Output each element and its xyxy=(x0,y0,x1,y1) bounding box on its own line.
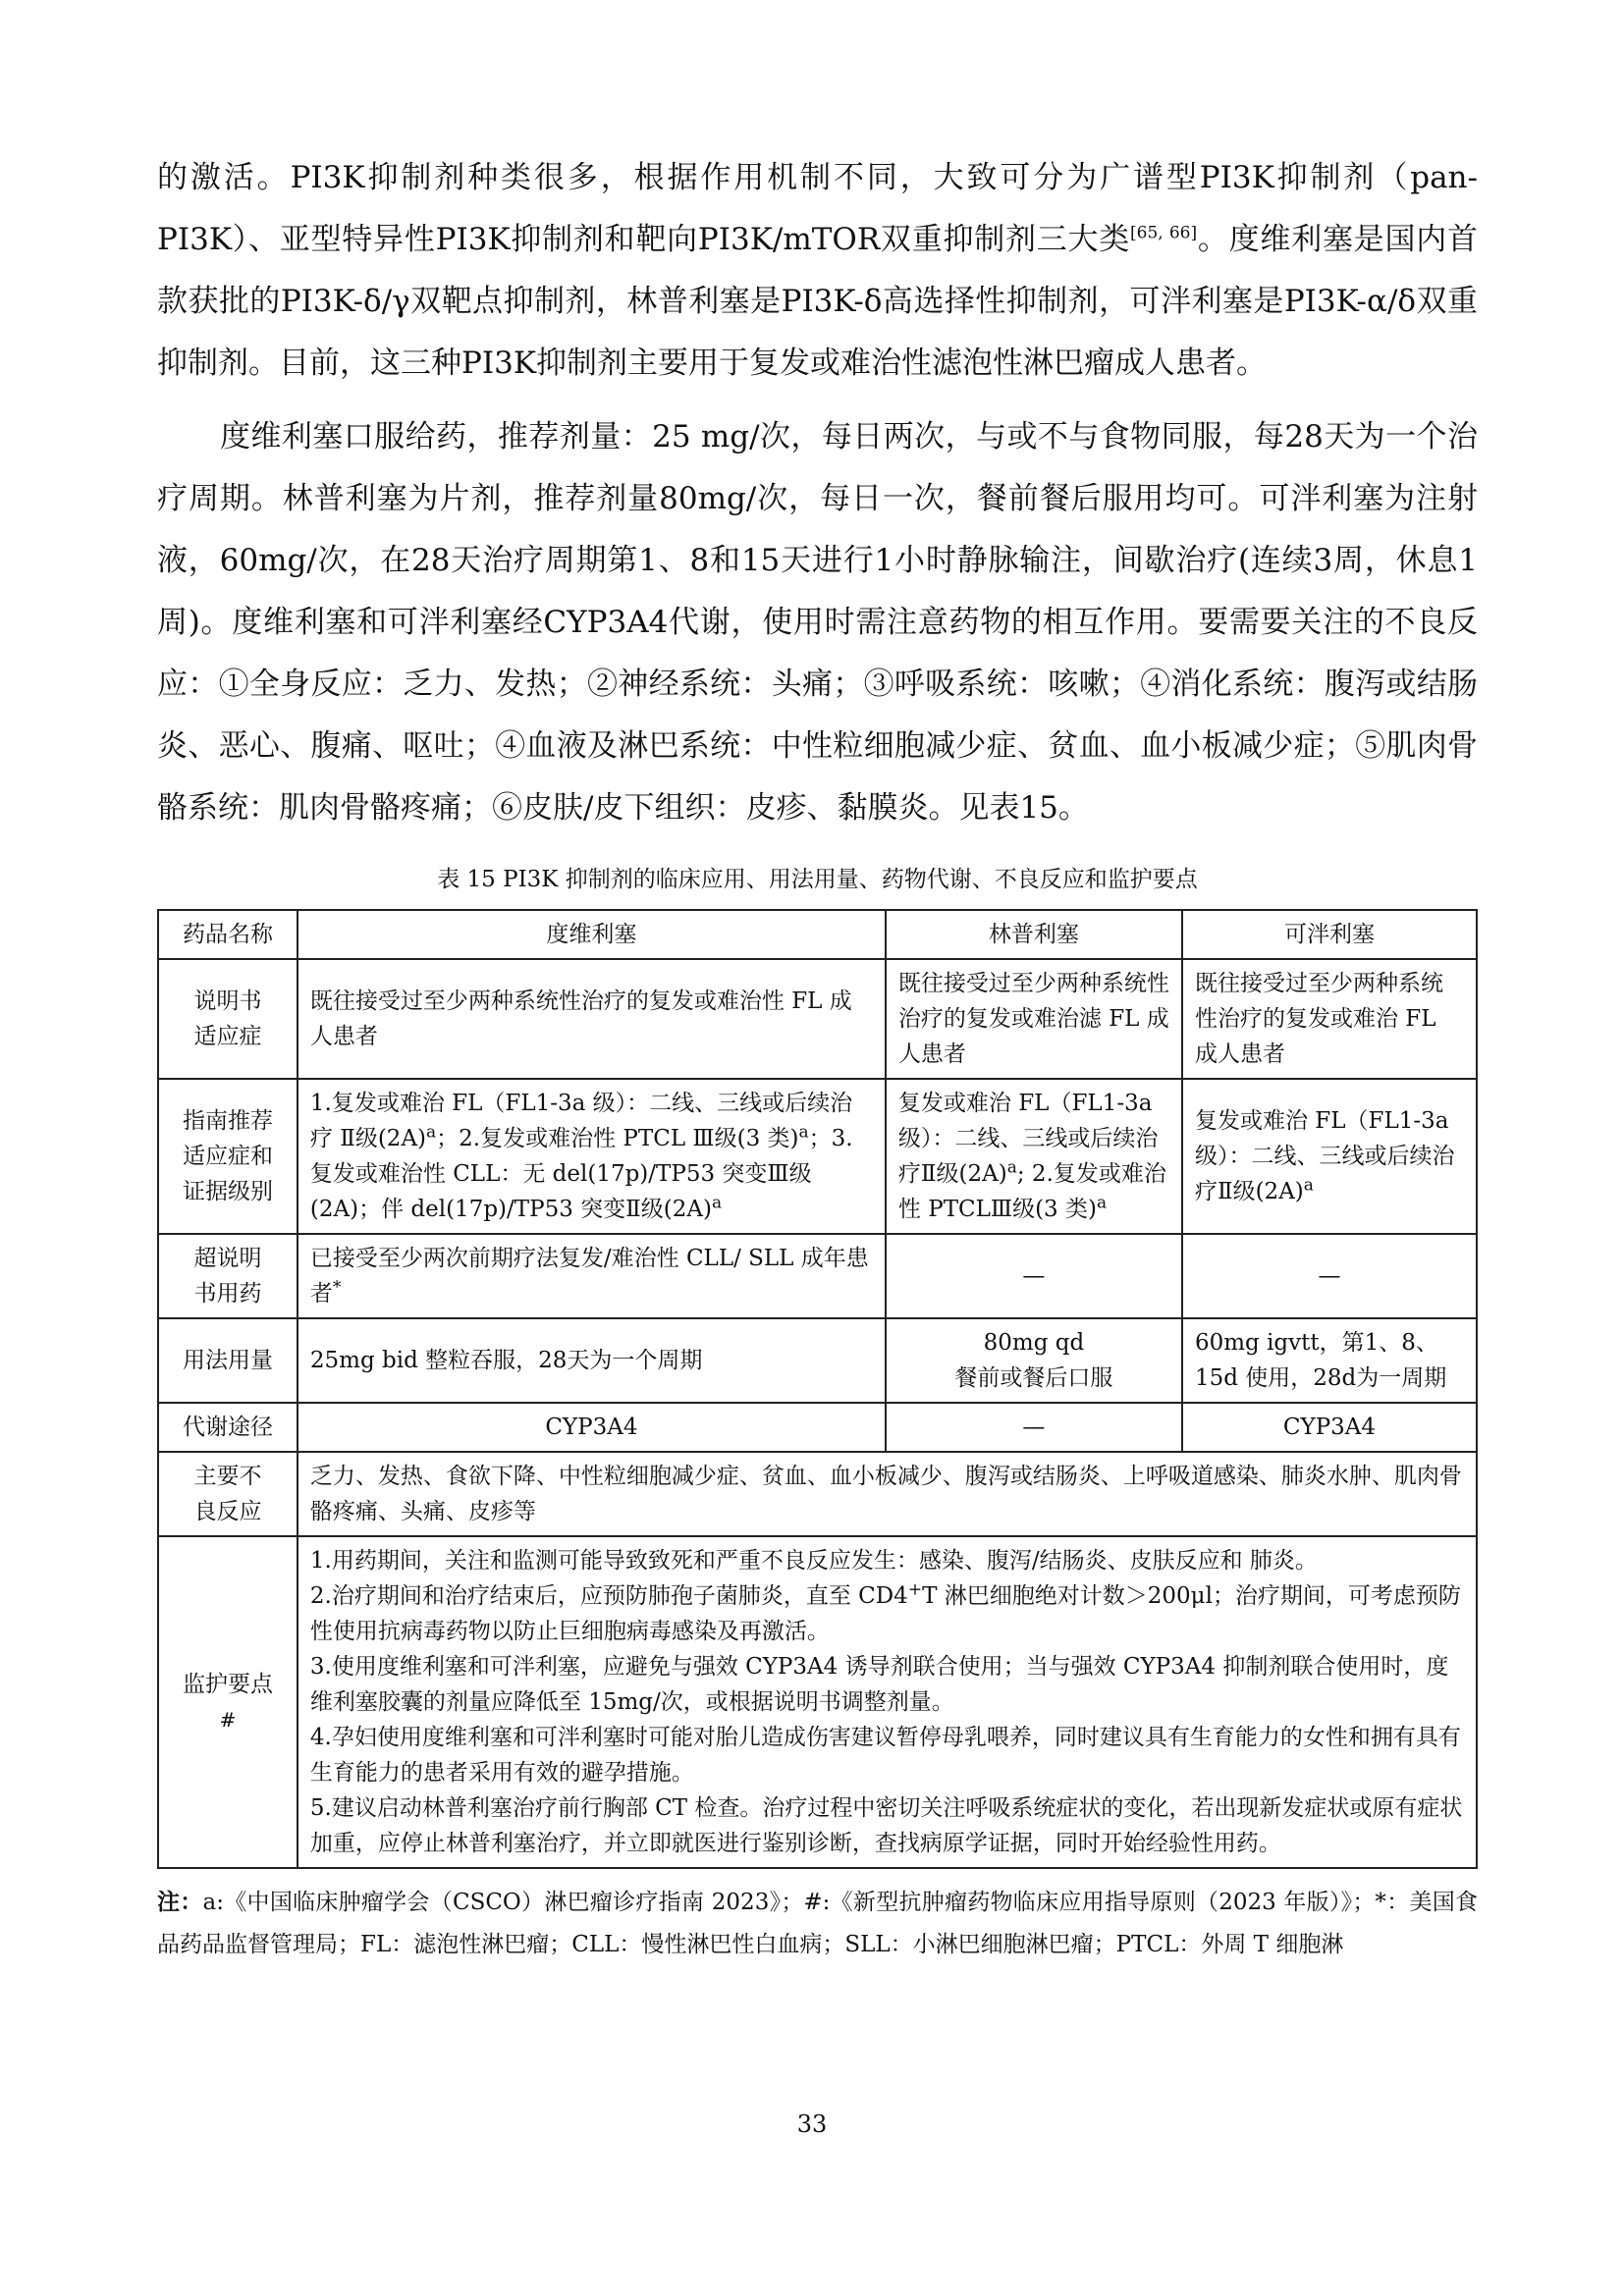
cell-dosage-linperlisib: 80mg qd 餐前或餐后口服 xyxy=(886,1318,1182,1403)
header-linperlisib: 林普利塞 xyxy=(886,910,1182,959)
cell-dosage-copanlisib: 60mg igvtt，第1、8、15d 使用，28d为一周期 xyxy=(1182,1318,1477,1403)
row-label-dosage: 用法用量 xyxy=(158,1318,298,1403)
table-row-indication xyxy=(158,959,1477,1079)
monitoring-item: 2.治疗期间和治疗结束后，应预防肺孢子菌肺炎，直至 CD4+T 淋巴细胞绝对计数＞200μl；治疗期间，可考虑预防性使用抗病毒药物以防止巨细胞病毒感染及再激活。 xyxy=(309,1579,1461,1644)
table-header-row xyxy=(158,910,1477,959)
cell-monitoring xyxy=(298,1536,1477,1868)
header-copanlisib: 可泮利塞 xyxy=(1182,910,1477,959)
monitoring-item: 5.建议启动林普利塞治疗前行胸部 CT 检查。治疗过程中密切关注呼吸系统症状的变化，若出现新发症状或原有症状加重，应停止林普利塞治疗，并立即就医进行鉴别诊断，查找病原学证据，同时开始经验性用药。 xyxy=(309,1795,1463,1856)
header-duvelisib: 度维利塞 xyxy=(298,910,886,959)
table-caption: 表 15 PI3K 抑制剂的临床应用、用法用量、药物代谢、不良反应和监护要点 xyxy=(437,867,1198,892)
cell-indication-copanlisib: 既往接受过至少两种系统性治疗的复发或难治 FL 成人患者 xyxy=(1182,959,1477,1079)
paragraph-1 xyxy=(157,147,1478,395)
paragraph-2: 度维利塞口服给药，推荐剂量：25 mg/次，每日两次，与或不与食物同服，每28天为一个治疗周期。林普利塞为片剂，推荐剂量80mg/次，每日一次，餐前餐后服用均可。可泮利塞为注射液，60mg/次，在28天治疗周期第1、8和15天进行1小时静脉输注，间歇治疗(连续3周，休息1周)。度维利塞和可泮利塞经CYP3A4代谢，使用时需注意药物的相互作用。要需要关注的不良反应：①全身反应：乏力、发热；②神经系统：头痛；③呼吸系统：咳嗽；④消化系统：腹泻或结肠炎、恶心、腹痛、呕吐；④血液及淋巴系统：中性粒细胞减少症、贫血、血小板减少症；⑤肌肉骨骼系统：肌肉骨骼疼痛；⑥皮肤/皮下组织：皮疹、黏膜炎。见表15。 xyxy=(157,419,1478,826)
cell-indication-linperlisib: 既往接受过至少两种系统性治疗的复发或难治滤 FL 成人患者 xyxy=(886,959,1182,1079)
monitoring-item: 4.孕妇使用度维利塞和可泮利塞时可能对胎儿造成伤害建议暂停母乳喂养，同时建议具有生育能力的女性和拥有具有生育能力的患者采用有效的避孕措施。 xyxy=(309,1725,1461,1786)
note-label: 注： xyxy=(157,1889,203,1915)
table-row-adverse xyxy=(158,1452,1477,1536)
paragraph-1-text-a: 的激活。PI3K抑制剂种类很多，根据作用机制不同，大致可分为广谱型PI3K抑制剂（pan-PI3K）、亚型特异性PI3K抑制剂和靶向PI3K/mTOR双重抑制剂三大类 xyxy=(157,160,1478,257)
row-label-adverse: 主要不 良反应 xyxy=(158,1452,298,1536)
cell-metabolism-linperlisib: — xyxy=(886,1403,1182,1452)
row-label-indication: 说明书 适应症 xyxy=(158,959,298,1079)
cell-indication-duvelisib: 既往接受过至少两种系统性治疗的复发或难治性 FL 成人患者 xyxy=(298,959,886,1079)
cell-offlabel-linperlisib: — xyxy=(886,1234,1182,1318)
row-label-monitoring: 监护要点 # xyxy=(158,1536,298,1868)
cell-guideline-copanlisib: 复发或难治 FL（FL1-3a 级）：二线、三线或后续治疗Ⅱ级$(2A)^a$ xyxy=(1182,1079,1477,1234)
monitoring-item: 3.使用度维利塞和可泮利塞，应避免与强效 CYP3A4 诱导剂联合使用；当与强效 CYP3A4 抑制剂联合使用时，度维利塞胶囊的剂量应降低至 15mg/次，或根据说明书调整剂量。 xyxy=(309,1654,1449,1715)
note-text: a:《中国临床肿瘤学会（CSCO）淋巴瘤诊疗指南 2023》；#:《新型抗肿瘤药物临床应用指导原则（2023 年版）》；*：美国食品药品监督管理局；FL：滤泡性淋巴瘤；CLL：慢性淋巴性白血病；SLL：小淋巴细胞淋巴瘤；PTCL：外周 T 细胞淋 xyxy=(157,1890,1479,1957)
cell-guideline-linperlisib: 复发或难治 FL（FL1-3a 级）：二线、三线或后续治疗Ⅱ级$(2A)^a$; 2.复发或难治性 PTCLⅢ级(3 类)$^a$ xyxy=(886,1079,1182,1234)
table-note xyxy=(157,1881,1478,1966)
cell-offlabel-copanlisib: — xyxy=(1182,1234,1477,1318)
citation-ref: [65, 66] xyxy=(1130,223,1198,243)
drug-table xyxy=(157,909,1478,1869)
table-row-guideline xyxy=(158,1079,1477,1234)
row-label-metabolism: 代谢途径 xyxy=(158,1403,298,1452)
cell-metabolism-copanlisib: CYP3A4 xyxy=(1182,1403,1477,1452)
table-row-metabolism xyxy=(158,1403,1477,1452)
table-row-offlabel xyxy=(158,1234,1477,1318)
header-drug-name: 药品名称 xyxy=(158,910,298,959)
cell-dosage-duvelisib: 25mg bid 整粒吞服，28天为一个周期 xyxy=(298,1318,886,1403)
paragraph-1-text-b: 。度维利塞是国内首款获批的PI3K-δ/γ双靶点抑制剂，林普利塞是PI3K-δ高选择性抑制剂，可泮利塞是PI3K-α/δ双重抑制剂。目前，这三种PI3K抑制剂主要用于复发或难治性滤泡性淋巴瘤成人患者。 xyxy=(157,222,1479,381)
table-row-monitoring xyxy=(158,1536,1477,1868)
cell-offlabel-duvelisib: 已接受至少两次前期疗法复发/难治性 CLL/ SLL 成年患者* xyxy=(298,1234,886,1318)
cell-guideline-duvelisib: 1.复发或难治 FL（FL1-3a 级）：二线、三线或后续治疗 Ⅱ级$(2A)^a$；2.复发或难治性 PTCL Ⅲ级(3 类)$^a$；3.复发或难治性 CLL：无 del(17p)/TP53 突变Ⅲ级(2A)；伴 del(17p)/TP53 突变Ⅱ级$(2A)^a$ xyxy=(298,1079,886,1234)
monitoring-item: 1.用药期间，关注和监测可能导致致死和严重不良反应发生：感染、腹泻/结肠炎、皮肤反应和 肺炎。 xyxy=(309,1548,1318,1574)
page-number: 33 xyxy=(796,2110,828,2138)
document-page xyxy=(157,147,1478,1966)
row-label-offlabel: 超说明 书用药 xyxy=(158,1234,298,1318)
row-label-guideline: 指南推荐 适应症和 证据级别 xyxy=(158,1079,298,1234)
cell-adverse: 乏力、发热、食欲下降、中性粒细胞减少症、贫血、血小板减少、腹泻或结肠炎、上呼吸道感染、肺炎水肿、肌肉骨骼疼痛、头痛、皮疹等 xyxy=(298,1452,1477,1536)
cell-metabolism-duvelisib: CYP3A4 xyxy=(298,1403,886,1452)
table-row-dosage xyxy=(158,1318,1477,1403)
